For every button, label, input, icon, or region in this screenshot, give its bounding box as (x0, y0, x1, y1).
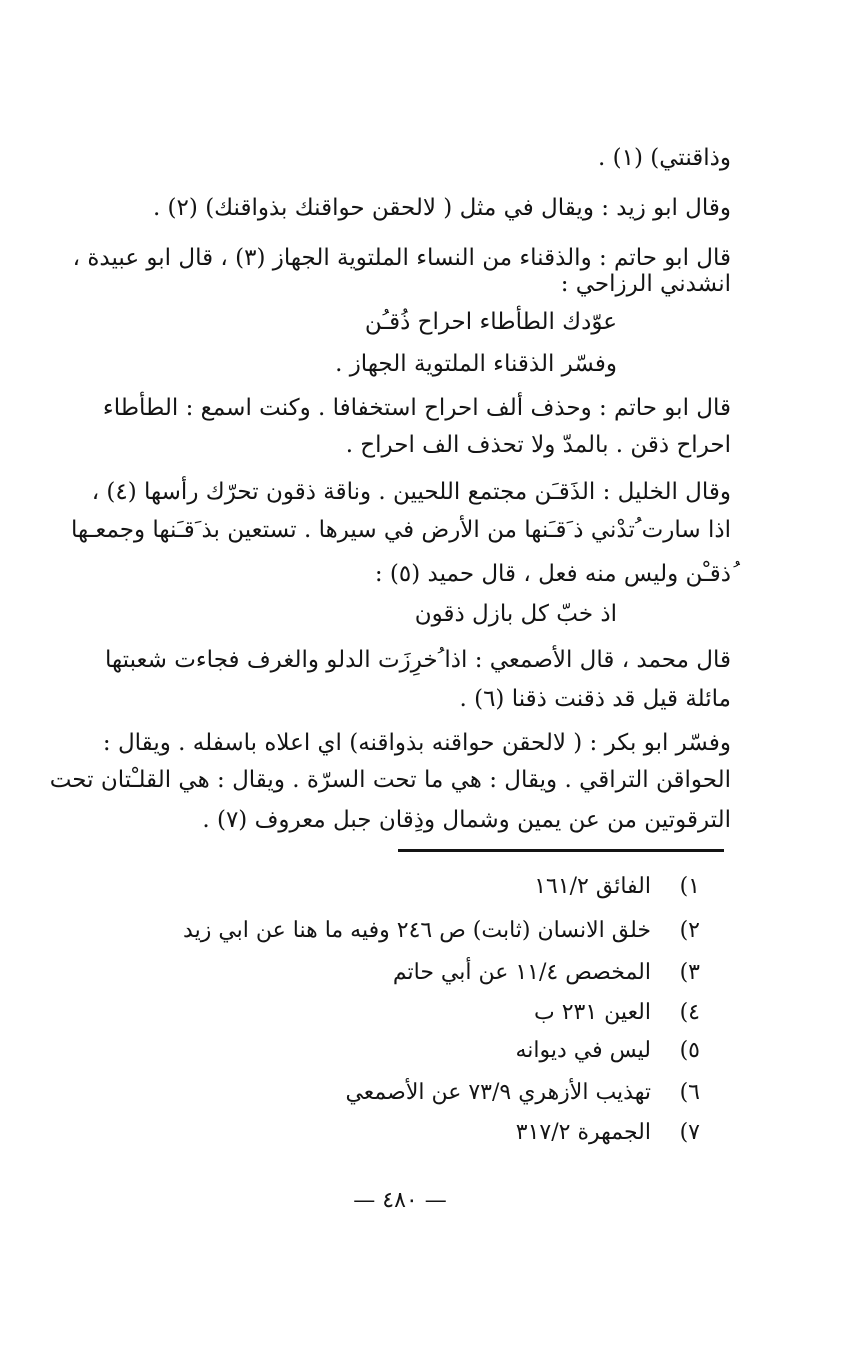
text-line: ُذقـْن وليس منه فعل ، قال حميد (٥) : (374, 561, 731, 587)
footnote (345, 1076, 700, 1110)
footnote-text: ليس في ديوانه (515, 1038, 651, 1063)
footnote (183, 914, 700, 948)
text-line: مائلة قيل قد ذقنت ذقنا (٦) . (459, 686, 731, 712)
text-line: قال ابو حاتم : والذقناء من النساء الملتوية الجهاز (٣) ، قال ابو عبيدة ، (72, 245, 731, 271)
text-line: قال ابو حاتم : وحذف ألف احراح استخفافا . وكنت اسمع : الطأطاء (102, 395, 731, 421)
text-line: وذاقنتي) (١) . (597, 145, 731, 171)
text-line: وقال ابو زيد : ويقال في مثل ( لالحقن حواقنك بذواقنك) (٢) . (152, 195, 731, 221)
verse-line: اذ خبّ كل بازل ذقون (414, 601, 617, 627)
text-line: الترقوتين من عن يمين وشمال وذِقان جبل معروف (٧) . (202, 807, 731, 833)
footnote-number: ٧) (679, 1120, 700, 1145)
text-line: وقال الخليل : الذَقـَن مجتمع اللحيين . وناقة ذقون تحرّك رأسها (٤) ، (91, 479, 731, 505)
footnote (515, 1034, 700, 1068)
footnote-text: العين ٢٣١ ب (534, 1000, 651, 1025)
footnote-number: ٦) (679, 1080, 700, 1105)
footnote (516, 1116, 700, 1150)
footnote-divider (398, 849, 724, 852)
page-number: — ٤٨٠ — (353, 1188, 447, 1213)
text-line: اذا سارت ُتدْني ذ َقـَنها من الأرض في سيرها . تستعين بذ َقـَنها وجمعـها (71, 517, 731, 543)
footnote-text: الجمهرة ٣١٧/٢ (515, 1120, 651, 1145)
footnote-number: ٣) (679, 960, 700, 985)
footnote-number: ١) (679, 874, 700, 899)
footnote-number: ٥) (679, 1038, 700, 1063)
text-line: انشدني الرزاحي : (560, 271, 731, 297)
text-line: قال محمد ، قال الأصمعي : اذا ُخرِزَت الدلو والغرف فجاءت شعبتها (105, 647, 731, 673)
footnote-number: ٤) (679, 1000, 700, 1025)
footnote (393, 956, 700, 990)
footnote (534, 996, 700, 1030)
footnote (534, 870, 700, 904)
text-line: الحواقن التراقي . ويقال : هي ما تحت السرّة . ويقال : هي القلـْتان تحت (49, 767, 731, 793)
verse-line: عوّدك الطأطاء احراح ذُقـُن (364, 309, 617, 335)
text-line: احراح ذقن . بالمدّ ولا تحذف الف احراح . (345, 432, 731, 458)
footnote-text: خلق الانسان (ثابت) ص ٢٤٦ وفيه ما هنا عن ابي زيد (183, 918, 651, 943)
verse-line: وفسّر الذقناء الملتوية الجهاز . (335, 351, 617, 377)
footnote-number: ٢) (679, 918, 700, 943)
footnote-text: الفائق ١٦١/٢ (534, 874, 651, 899)
text-line: وفسّر ابو بكر : ( لالحقن حواقنه بذواقنه) اي اعلاه باسفله . ويقال : (102, 730, 731, 756)
footnote-text: تهذيب الأزهري ٧٣/٩ عن الأصمعي (345, 1080, 651, 1105)
footnote-text: المخصص ١١/٤ عن أبي حاتم (392, 960, 651, 985)
